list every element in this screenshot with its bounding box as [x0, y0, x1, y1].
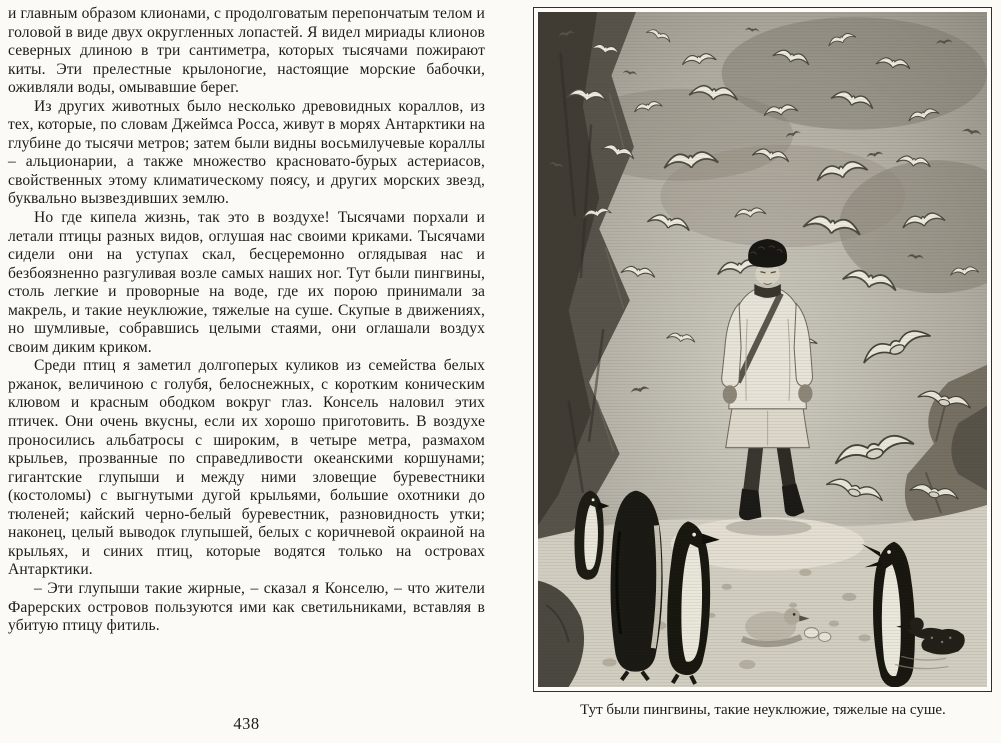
engraving-hatch [538, 12, 987, 687]
paragraph-1: и главным образом клионами, с продолговатым перепончатым телом и головой в виде двух округленных лопастей. Я видел мириады клионов северных длиною в три сантиметра, которых тысячами пожирают киты. Эти прелестные крылоногие, настоящие морские бабочки, оживляли воды, омывавшие берег. [8, 5, 485, 97]
paragraph-2: Из других животных было несколько древовидных кораллов, из тех, которые, по словам Джеймса Росса, живут в морях Антарктики на глубине до тысячи метров; затем были видны восьмилучевые кораллы – альционарии, а также множество красновато-бурых астериасов, свойственных этому климатическому поясу, и других морских звезд, буквально вызвездивших землю. [8, 97, 485, 208]
paragraph-4: Среди птиц я заметил долгоперых куликов из семейства белых ржанок, величиною с голубя, белоснежных, с коротким коническим клювом и красным ободком вокруг глаз. Консель наловил этих птичек. Они очень вкусны, если их хорошо приготовить. В воздухе проносились альбатросы с широким, в четыре метра, размахом крыльев, прозванные по справедливости океанскими коршунами; гигантские глупыши и между ними зловещие буревестники (костоломы) с выгнутыми дугой крыльями, большие охотники до тюленей; кайский черно-белый буревестник, разновидность утки; наконец, целый выводок глупышей, белых с коричневой окраиной на крыльях, и синих птиц, которые водятся только на островах Антарктики. [8, 357, 485, 579]
illustration-frame [533, 7, 992, 692]
paragraph-3: Но где кипела жизнь, так это в воздухе! Тысячами порхали и летали птицы разных видов, оглушая нас своими криками. Тысячами сидели они на уступах скал, бесцеремонно оглядывая нас и безбоязненно разгуливая возле самых наших ног. Тут были пингвины, столь легкие и проворные на воде, где их порою принимали за макрель, и такие неуклюжие, тяжелые на суше. Скупые в движениях, но шумливые, собравшись целыми стаями, они оглашали воздух своим диким криком. [8, 209, 485, 356]
paragraph-5: – Эти глупыши такие жирные, – сказал я Конселю, – что жители Фарерских островов пользуются ими как светильниками, вставляя в убитую птицу фитиль. [8, 579, 485, 635]
left-page-text [8, 5, 485, 636]
engraving-illustration [538, 12, 987, 687]
illustration-caption: Тут были пингвины, такие неуклюжие, тяжелые на суше. [580, 702, 946, 718]
page-number: 438 [233, 714, 260, 733]
